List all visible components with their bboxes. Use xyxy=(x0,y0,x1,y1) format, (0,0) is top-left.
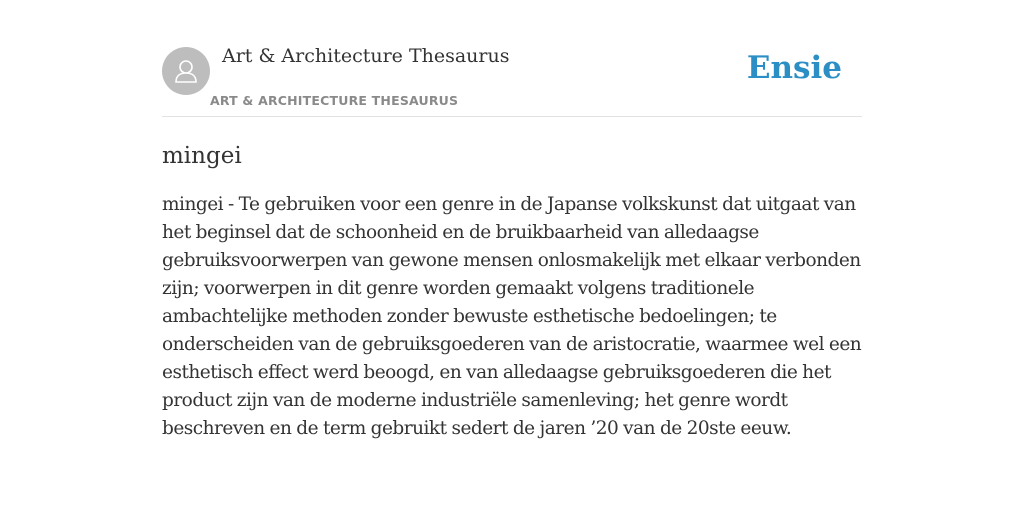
avatar[interactable] xyxy=(162,47,210,95)
content-container xyxy=(162,0,862,443)
header xyxy=(162,0,862,117)
brand-logo[interactable]: Ensie xyxy=(746,50,842,86)
user-icon xyxy=(171,56,201,86)
definition-text: mingei - Te gebruiken voor een genre in de Japanse volkskunst dat uitgaat van het beginsel dat de schoonheid en de bruikbaarheid van alledaagse gebruiksvoorwerpen van gewone mensen onlosmakelijk met elkaar verbonden zijn; voorwerpen in dit genre worden gemaakt volgens traditionele ambachtelijke methoden zonder bewuste esthetische bedoelingen; te onderscheiden van de gebruiksgoederen van de aristocratie, waarmee wel een esthetisch effect werd beoogd, en van alledaagse gebruiksgoederen die het product zijn van de moderne industriële samenleving; het genre wordt beschreven en de term gebruikt sedert de jaren ’20 van de 20ste eeuw. xyxy=(162,194,862,439)
source-title[interactable]: Art & Architecture Thesaurus xyxy=(222,45,510,67)
source-subtitle: ART & ARCHITECTURE THESAURUS xyxy=(210,93,459,108)
term-title: mingei xyxy=(162,143,242,169)
